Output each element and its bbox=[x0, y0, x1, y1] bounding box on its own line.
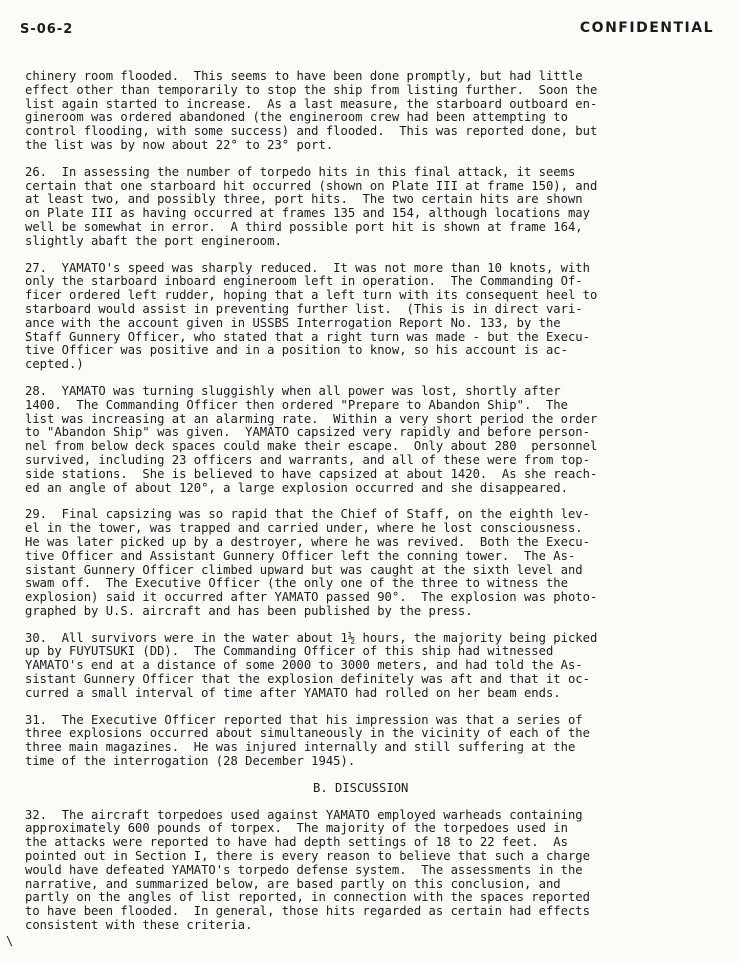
document-id: S-06-2 bbox=[20, 22, 74, 37]
paragraph-31: 31. The Executive Officer reported that his impression was that a series of three explosions occurred about simultaneously in the vicinity of each of the three main magazines. He was injured internally and still suffering at the time of the interrogation (28 December 1945). bbox=[25, 712, 590, 769]
paragraph-27: 27. YAMATO's speed was sharply reduced. It was not more than 10 knots, with only the starboard inboard engineroom left in operation. The Commanding Of- ficer ordered left rudder, hoping that a left turn with its consequent heel to starboard would assist in preventing further list. (This is in direct vari- ance with the account given in USSBS Interrogation Report No. 133, by the Staff Gunnery Officer, who stated that a right turn was made - but the Execu- tive Officer was positive and in a position to know, so his account is ac- cepted.) bbox=[25, 260, 598, 372]
paragraph-29: 29. Final capsizing was so rapid that the Chief of Staff, on the eighth lev- el in the tower, was trapped and carried under, where he lost consciousness. He was later picked up by a destroyer, where he was revived. Both the Execu- tive Officer and Assistant Gunnery Officer left the conning tower. The As- sistant Gunnery Officer climbed upward but was caught at the sixth level and swam off. The Executive Officer (the only one of the three to witness the explosion) said it occurred after YAMATO passed 90°. The explosion was photo- graphed by U.S. aircraft and has been published by the press. bbox=[25, 507, 598, 618]
paragraph-25-continued: chinery room flooded. This seems to have been done promptly, but had little effect other than temporarily to stop the ship from listing further. Soon the list again started to increase. As a last measure, the starboard outboard en- gineroom was ordered abandoned (the engineroom crew had been attempting to control flooding, with some success) and flooded. This was reported done, but the list was by now about 22° to 23° port. bbox=[25, 69, 598, 152]
classification-label: CONFIDENTIAL bbox=[579, 20, 714, 36]
paragraph-30: 30. All survivors were in the water about 1½ hours, the majority being picked up by FUYUTSUKI (DD). The Commanding Officer of this ship had witnessed YAMATO's end at a distance of some 2000 to 3000 meters, and had told the As- sistant Gunnery Officer that the explosion definitely was aft and that it oc- curred a small interval of time after YAMATO had rolled on her beam ends. bbox=[25, 630, 598, 700]
paragraph-26: 26. In assessing the number of torpedo hits in this final attack, it seems certain that one starboard hit occurred (shown on Plate III at frame 150), and at least two, and possibly three, port hits. The two certain hits are shown on Plate III as having occurred at frames 135 and 154, although locations may well be somewhat in error. A third possible port hit is shown at frame 164, slightly abaft the port engineroom. bbox=[25, 164, 598, 248]
margin-mark: \ bbox=[6, 934, 14, 948]
paragraph-28: 28. YAMATO was turning sluggishly when all power was lost, shortly after 1400. The Commanding Officer then ordered "Prepare to Abandon Ship". The list was increasing at an alarming rate. Within a very short period the order to "Abandon Ship" was given. YAMATO capsized very rapidly and before person- nel from below deck spaces could make their escape. Only about 280 personnel survived, including 23 officers and warrants, and all of these were from top- side stations. She is believed to have capsized at about 1420. As she reach- ed an angle of about 120°, a large explosion occurred and she disappeared. bbox=[25, 383, 598, 495]
paragraph-32: 32. The aircraft torpedoes used against YAMATO employed warheads containing approximately 600 pounds of torpex. The majority of the torpedoes used in the attacks were reported to have had depth settings of 18 to 22 feet. As pointed out in Section I, there is every reason to believe that such a charge would have defeated YAMATO's torpedo defense system. The assessments in the narrative, and summarized below, are based partly on this conclusion, and partly on the angles of list reported, in connection with the spaces reported to have been flooded. In general, those hits regarded as certain had effects consistent with these criteria. bbox=[25, 807, 590, 933]
section-heading-discussion: B. DISCUSSION bbox=[313, 780, 409, 795]
document-body bbox=[25, 70, 710, 946]
